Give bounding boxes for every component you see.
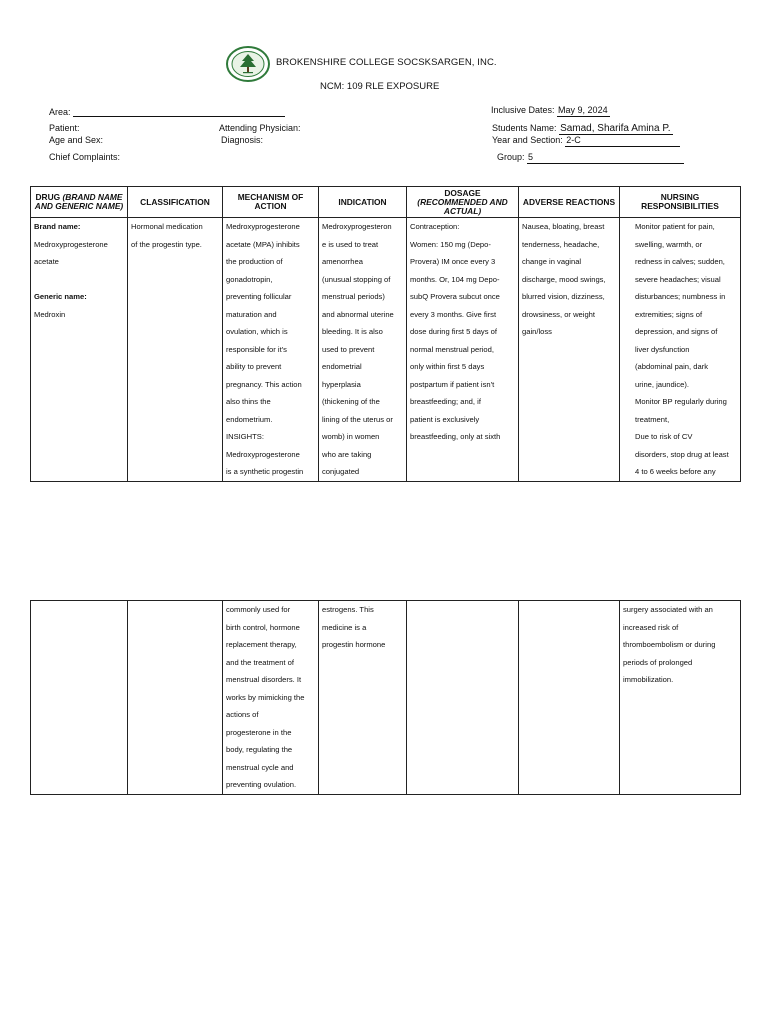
mechanism-line: endometrium. bbox=[226, 414, 273, 424]
indication-line: lining of the uterus or bbox=[322, 414, 393, 424]
nursing-line: (abdominal pain, dark bbox=[635, 362, 709, 371]
header-nursing-responsibilities: NURSING RESPONSIBILITIES bbox=[620, 187, 741, 218]
mechanism-line: the production of bbox=[226, 257, 283, 266]
header-mechanism: MECHANISM OF ACTION bbox=[223, 187, 319, 218]
mechanism-line: progesterone in the bbox=[226, 727, 292, 737]
students-name-field bbox=[492, 123, 673, 135]
table-row bbox=[31, 601, 741, 795]
table-header-row bbox=[31, 187, 741, 218]
nursing-line: redness in calves; sudden, bbox=[635, 257, 725, 266]
college-seal-logo bbox=[225, 46, 271, 82]
nursing-line: liver dysfunction bbox=[635, 344, 690, 354]
header-dosage-subtitle: (RECOMMENDED AND ACTUAL) bbox=[417, 196, 508, 216]
course-subtitle: NCM: 109 RLE EXPOSURE bbox=[320, 81, 440, 92]
drug-cell bbox=[31, 218, 128, 482]
drug-study-table-continued bbox=[30, 600, 741, 795]
header-dosage bbox=[407, 187, 519, 218]
nursing-line: disturbances; numbness in bbox=[635, 292, 726, 301]
mechanism-line: and the treatment of bbox=[226, 657, 294, 667]
inclusive-dates-field bbox=[491, 105, 610, 117]
nursing-responsibilities-cell bbox=[620, 601, 741, 795]
classification-line: of the progestin type. bbox=[131, 239, 202, 249]
area-label: Area: bbox=[49, 107, 71, 117]
diagnosis-label: Diagnosis: bbox=[221, 135, 264, 145]
inclusive-dates-label: Inclusive Dates: bbox=[491, 105, 555, 115]
adverse-reaction-line: change in vaginal bbox=[522, 257, 582, 266]
header-classification: CLASSIFICATION bbox=[128, 187, 223, 218]
mechanism-line: actions of bbox=[226, 710, 259, 719]
nursing-bullet-item: • Monitor patient for pain, bbox=[635, 218, 737, 236]
nursing-bullet-item: • Due to risk of CV bbox=[635, 428, 737, 446]
year-section-label: Year and Section: bbox=[492, 135, 563, 145]
header-indication: INDICATION bbox=[319, 187, 407, 218]
dosage-line: breastfeeding; and, if bbox=[410, 397, 481, 406]
adverse-reactions-cell bbox=[519, 218, 620, 482]
adverse-reactions-cell bbox=[519, 601, 620, 795]
indication-line: and abnormal uterine bbox=[322, 309, 394, 319]
mechanism-line: Medroxyprogesterone bbox=[226, 449, 300, 459]
mechanism-line: ability to prevent bbox=[226, 362, 282, 371]
nursing-line: disorders, stop drug at least bbox=[635, 449, 729, 459]
mechanism-line: Medroxyprogesterone bbox=[226, 222, 300, 231]
dosage-line: Contraception: bbox=[410, 222, 460, 231]
mechanism-line: also thins the bbox=[226, 397, 271, 406]
indication-line: menstrual periods) bbox=[322, 292, 385, 301]
mechanism-line: works by mimicking the bbox=[226, 692, 305, 702]
group-value: 5 bbox=[527, 152, 684, 164]
classification-line: Hormonal medication bbox=[131, 222, 203, 231]
indication-line: endometrial bbox=[322, 362, 362, 371]
nursing-line: swelling, warmth, or bbox=[635, 239, 703, 249]
nursing-line: severe headaches; visual bbox=[635, 274, 721, 284]
mechanism-line: preventing ovulation. bbox=[226, 780, 297, 789]
classification-cell bbox=[128, 218, 223, 482]
dosage-line: months. Or, 104 mg Depo- bbox=[410, 274, 500, 284]
mechanism-line: menstrual cycle and bbox=[226, 762, 294, 772]
mechanism-line: pregnancy. This action bbox=[226, 379, 302, 389]
indication-line: (unusual stopping of bbox=[322, 274, 391, 284]
nursing-line: immobilization. bbox=[623, 675, 674, 684]
nursing-line: periods of prolonged bbox=[623, 657, 693, 667]
indication-line: progestin hormone bbox=[322, 640, 386, 649]
header-drug-title: DRUG bbox=[35, 192, 61, 202]
nursing-line: surgery associated with an bbox=[623, 605, 713, 614]
generic-name-value: Medroxin bbox=[34, 309, 66, 319]
adverse-reaction-line: drowsiness, or weight bbox=[522, 309, 596, 319]
mechanism-cell bbox=[223, 218, 319, 482]
nursing-line: urine, jaundice). bbox=[635, 379, 690, 389]
adverse-reaction-line: Nausea, bloating, breast bbox=[522, 222, 605, 231]
nursing-line: thromboembolism or during bbox=[623, 640, 716, 649]
indication-line: bleeding. It is also bbox=[322, 327, 383, 336]
nursing-line: 4 to 6 weeks before any bbox=[635, 467, 716, 476]
mechanism-line: is a synthetic progestin bbox=[226, 467, 304, 476]
inclusive-dates-value: May 9, 2024 bbox=[558, 105, 608, 115]
dosage-line: normal menstrual period, bbox=[410, 344, 494, 354]
indication-line: used to prevent bbox=[322, 344, 375, 354]
brand-name-line: Medroxyprogesterone bbox=[34, 239, 108, 249]
nursing-line: depression, and signs of bbox=[635, 327, 718, 336]
mechanism-line: menstrual disorders. It bbox=[226, 675, 302, 684]
indication-line: hyperplasia bbox=[322, 379, 361, 389]
table-row bbox=[31, 218, 741, 482]
nursing-responsibilities-cell bbox=[620, 218, 741, 482]
indication-cell bbox=[319, 601, 407, 795]
dosage-line: Provera) IM once every 3 bbox=[410, 257, 496, 266]
mechanism-cell bbox=[223, 601, 319, 795]
age-sex-label: Age and Sex: bbox=[49, 135, 104, 145]
attending-physician-label: Attending Physician: bbox=[219, 123, 301, 133]
mechanism-line: maturation and bbox=[226, 309, 277, 319]
students-name-label: Students Name: bbox=[492, 123, 557, 133]
school-name: BROKENSHIRE COLLEGE SOCSKSARGEN, INC. bbox=[276, 57, 497, 68]
indication-line: (thickening of the bbox=[322, 397, 380, 406]
indication-line: who are taking bbox=[322, 449, 372, 459]
indication-line: conjugated bbox=[322, 467, 360, 476]
dosage-line: patient is exclusively bbox=[410, 414, 480, 424]
mechanism-line: commonly used for bbox=[226, 605, 291, 614]
indication-line: amenorrhea bbox=[322, 257, 363, 266]
mechanism-line: responsible for it's bbox=[226, 344, 287, 354]
group-label: Group: bbox=[497, 152, 525, 162]
indication-line: womb) in women bbox=[322, 432, 380, 441]
adverse-reaction-line: tenderness, headache, bbox=[522, 239, 600, 249]
chief-complaints-label: Chief Complaints: bbox=[49, 152, 121, 162]
header-adverse-reactions: ADVERSE REACTIONS bbox=[519, 187, 620, 218]
mechanism-line: preventing follicular bbox=[226, 292, 292, 301]
drug-cell bbox=[31, 601, 128, 795]
mechanism-line: body, regulating the bbox=[226, 745, 293, 754]
nursing-bullet-item: • Monitor BP regularly during bbox=[635, 393, 737, 411]
dosage-line: subQ Provera subcut once bbox=[410, 292, 500, 301]
adverse-reaction-line: blurred vision, dizziness, bbox=[522, 292, 605, 301]
dosage-line: only within first 5 days bbox=[410, 362, 485, 371]
year-section-value: 2-C bbox=[565, 135, 680, 147]
year-section-field bbox=[492, 135, 680, 147]
header-drug bbox=[31, 187, 128, 218]
mechanism-line: acetate (MPA) inhibits bbox=[226, 239, 300, 249]
patient-label: Patient: bbox=[49, 123, 80, 133]
generic-name-label: Generic name: bbox=[34, 292, 87, 301]
adverse-reaction-line: gain/loss bbox=[522, 327, 552, 336]
mechanism-line: birth control, hormone bbox=[226, 622, 300, 632]
header-dosage-title: DOSAGE bbox=[444, 187, 481, 198]
nursing-line: increased risk of bbox=[623, 622, 679, 632]
dosage-line: Women: 150 mg (Depo- bbox=[410, 239, 491, 249]
nursing-line: treatment, bbox=[635, 414, 670, 424]
header-drug-subtitle: (BRAND NAME AND GENERIC NAME) bbox=[34, 192, 124, 211]
area-blank-line bbox=[73, 105, 285, 117]
dosage-line: postpartum if patient isn't bbox=[410, 379, 495, 389]
dosage-line: breastfeeding, only at sixth bbox=[410, 432, 501, 441]
mechanism-line: replacement therapy, bbox=[226, 640, 297, 649]
brand-name-label: Brand name: bbox=[34, 222, 81, 231]
area-field bbox=[49, 105, 285, 117]
mechanism-line: ovulation, which is bbox=[226, 327, 288, 336]
students-name-value: Samad, Sharifa Amina P. bbox=[560, 123, 671, 134]
brand-name-line: acetate bbox=[34, 257, 59, 266]
indication-line: e is used to treat bbox=[322, 239, 379, 249]
dosage-cell bbox=[407, 218, 519, 482]
adverse-reaction-line: discharge, mood swings, bbox=[522, 274, 606, 284]
mechanism-line: INSIGHTS: bbox=[226, 432, 264, 441]
classification-cell bbox=[128, 601, 223, 795]
dosage-line: every 3 months. Give first bbox=[410, 309, 497, 319]
indication-cell bbox=[319, 218, 407, 482]
drug-study-table bbox=[30, 186, 741, 482]
indication-line: medicine is a bbox=[322, 622, 367, 632]
group-field bbox=[497, 152, 684, 164]
nursing-line: extremities; signs of bbox=[635, 309, 703, 319]
dosage-cell bbox=[407, 601, 519, 795]
indication-line: Medroxyprogesteron bbox=[322, 222, 392, 231]
mechanism-line: gonadotropin, bbox=[226, 274, 273, 284]
dosage-line: dose during first 5 days of bbox=[410, 327, 497, 336]
indication-line: estrogens. This bbox=[322, 605, 374, 614]
